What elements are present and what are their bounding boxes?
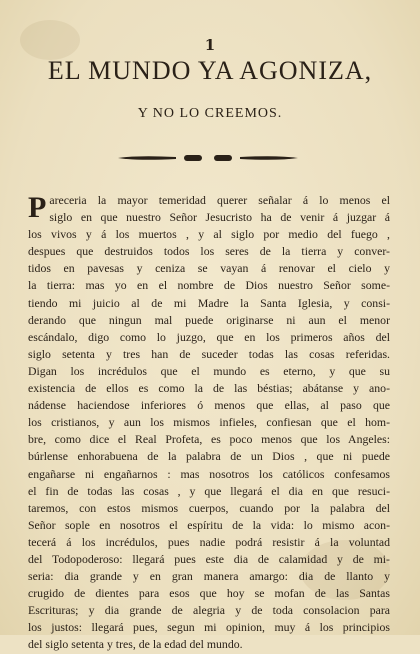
text-line: Digan los incrédulos que el mundo es eterno, y que su: [28, 363, 390, 378]
text-line: siglo en que nuestro Señor Jesucristo ha de venir á juzgar á: [49, 210, 390, 225]
text-line: del siglo setenta y tres, de la edad del mundo.: [28, 637, 243, 652]
text-line: escándalo, digo como lo juzgo, que en los primeros años del: [28, 329, 390, 344]
text-line: siglo setenta y tres han de suceder todas las cosas referidas.: [28, 346, 390, 361]
text-line: los justos: llegará pues, segun mi opinion, muy á los principios: [28, 620, 390, 635]
text-line: Escrituras; y dia grande de alegria y de toda consolacion para: [28, 603, 390, 618]
text-line: tiendo mi juicio al de mi Madre la Santa Iglesia, y consi-: [28, 295, 390, 310]
page-number: 1: [204, 36, 216, 54]
text-line: despues que destruidos todos los seres de la tierra y conver-: [28, 244, 390, 259]
text-line: seria: dia grande y en gran manera amargo: dia de llanto y: [28, 569, 390, 584]
text-line: crugido de dientes para esos que hoy se mofan de las Santas: [28, 586, 390, 601]
text-line: los cristianos, y aun los mismos infieles, confiesan que el hom-: [28, 415, 390, 430]
body-text: [28, 192, 390, 654]
text-line: engañarse ni engañarnos : mas nosotros los católicos confesamos: [28, 466, 390, 481]
text-line: Señor sople en nosotros el espíritu de la vida: lo mismo acon-: [28, 517, 390, 532]
text-line: taremos, con estos mismos cuerpos, cuando por la palabra del: [28, 500, 390, 515]
text-line: los vivos y á los muertos , y al siglo por medio del fuego ,: [28, 227, 390, 242]
page-subtitle: Y NO LO CREEMOS.: [137, 106, 283, 121]
text-lines: [28, 226, 390, 653]
text-line: areceria la mayor temeridad querer señalar á lo menos el: [49, 193, 390, 207]
text-line: tidos en pavesas y ceniza se vayan á renovar el cielo y: [28, 261, 390, 276]
text-line: derando que ningun mal puede originarse ni aun el menor: [28, 312, 390, 327]
text-line: nádense haciendose inferiores ó menos que ellas, al paso que: [28, 398, 390, 413]
text-line: búrlense enhorabuena de la palabra de un Dios , que ni puede: [28, 449, 390, 464]
text-line: del Todopoderoso: llegará pues este dia de calamidad y de mi-: [28, 551, 390, 566]
text-line: tecerá á los incrédulos, pues nadie podrá resistir á la voluntad: [28, 534, 390, 549]
drop-cap: P: [28, 191, 47, 224]
text-line: el fin de todas las cosas , y que llegará el dia en que resuci-: [28, 483, 390, 498]
page-title: EL MUNDO YA AGONIZA,: [47, 56, 373, 85]
text-line: la tierra: mas yo en el nombre de Dios nuestro Señor some-: [28, 278, 390, 293]
ornamental-rule: [118, 152, 298, 164]
text-line: existencia de ellos es como la de las béstias; abátanse y ano-: [28, 381, 390, 396]
text-line: bre, como dice el Real Profeta, es poco menos que los Angeles:: [28, 432, 390, 447]
